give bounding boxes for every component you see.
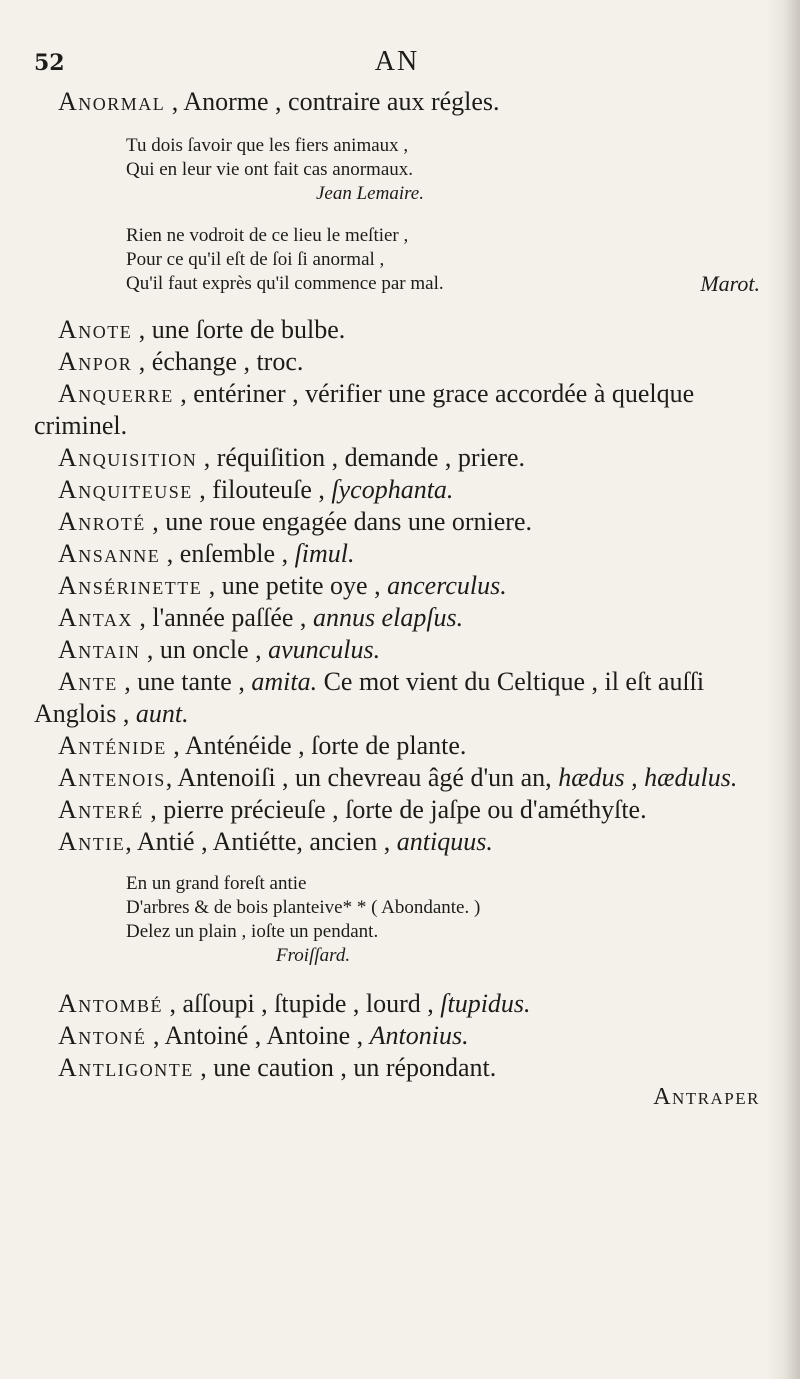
quotation-line: Delez un plain , ioſte un pendant. <box>126 921 379 942</box>
running-head: AN <box>374 46 420 77</box>
entry-headword: Antligonte <box>58 1053 194 1082</box>
entry-headword: Ante <box>58 667 118 696</box>
entry-latin-gloss: ancerculus. <box>387 571 507 600</box>
entry-headword: Antombé <box>58 989 163 1018</box>
entry-headword: Antoné <box>58 1021 147 1050</box>
entry-definition: , filouteuſe , <box>192 475 332 504</box>
entry-headword: Anroté <box>58 507 146 536</box>
quotation-line: En un grand foreſt antie <box>126 873 307 894</box>
entry-latin-gloss: hædus , hædulus. <box>558 763 738 792</box>
dictionary-entry <box>34 730 760 762</box>
entry-definition: , entériner , vérifier une grace accordée à quelque criminel. <box>34 379 695 440</box>
quotation <box>126 872 760 968</box>
entry-english-gloss: aunt. <box>135 699 189 728</box>
quotation-line: Qui en leur vie ont fait cas anormaux. <box>126 159 414 180</box>
entry-latin-gloss: Antonius. <box>369 1021 469 1050</box>
dictionary-entry <box>34 474 760 506</box>
dictionary-entry <box>34 538 760 570</box>
dictionary-entry <box>34 666 760 730</box>
entry-headword: Antax <box>58 603 133 632</box>
dictionary-entry <box>34 826 760 858</box>
quotation-attribution: Jean Lemaire. <box>316 183 424 204</box>
catchword: Antraper <box>653 1084 760 1110</box>
entry-definition: , enſemble , <box>160 539 295 568</box>
page-number: 52 <box>34 50 65 76</box>
quotation <box>126 224 760 296</box>
entry-definition: , réquiſition , demande , priere. <box>197 443 526 472</box>
dictionary-entry <box>34 794 760 826</box>
quotation-attribution: Froiſſard. <box>276 945 351 966</box>
entry-definition: , l'année paſſée , <box>132 603 313 632</box>
entry-definition: , aſſoupi , ſtupide , lourd , <box>162 989 441 1018</box>
entry-definition: , une petite oye , <box>202 571 388 600</box>
entry-headword: Antain <box>58 635 141 664</box>
dictionary-entry <box>34 1020 760 1052</box>
entry-headword: Anote <box>58 315 133 344</box>
entry-headword: Anquerre <box>58 379 174 408</box>
dictionary-entry <box>34 634 760 666</box>
dictionary-entry <box>34 314 760 346</box>
dictionary-entry <box>34 506 760 538</box>
entry-latin-gloss: ſycophanta. <box>331 475 454 504</box>
quotation-line: Rien ne vodroit de ce lieu le meſtier , <box>126 225 409 246</box>
entry-definition: , Anorme , contraire aux régles. <box>165 87 500 116</box>
entry-list <box>34 314 760 858</box>
quotation <box>126 134 760 206</box>
entry-headword: Ansérinette <box>58 571 203 600</box>
entry-latin-gloss: avunculus. <box>268 635 381 664</box>
entry-definition: , une ſorte de bulbe. <box>132 315 346 344</box>
quotation-line: Pour ce qu'il eſt de ſoi ſi anormal , <box>126 249 385 270</box>
quotation-line: Tu dois ſavoir que les fiers animaux , <box>126 135 409 156</box>
entry-headword: Anténide <box>58 731 167 760</box>
dictionary-entry <box>34 346 760 378</box>
entry-definition: , une tante , <box>117 667 252 696</box>
quotation-attribution: Marot. <box>700 271 760 296</box>
entry-list <box>34 988 760 1084</box>
entry-note: Ce mot vient du Celtique , il eſt auſſi Anglois , <box>34 667 705 728</box>
dictionary-entry <box>34 86 760 118</box>
entry-definition: , un oncle , <box>140 635 269 664</box>
entry-headword: Anteré <box>58 795 144 824</box>
page-header <box>34 42 760 86</box>
entry-latin-gloss: amita. <box>251 667 318 696</box>
dictionary-entry <box>34 570 760 602</box>
entry-latin-gloss: annus elapſus. <box>312 603 464 632</box>
entry-definition: , échange , troc. <box>132 347 304 376</box>
dictionary-entry <box>34 442 760 474</box>
dictionary-entry <box>34 602 760 634</box>
entry-definition: , Antenoiſi , un chevreau âgé d'un an, <box>165 763 559 792</box>
entry-headword: Anormal <box>58 87 166 116</box>
entry-headword: Anpor <box>58 347 133 376</box>
entry-definition: , une caution , un répondant. <box>193 1053 497 1082</box>
entry-latin-gloss: ſtupidus. <box>440 989 531 1018</box>
entry-headword: Anquiteuse <box>58 475 193 504</box>
entry-headword: Ansanne <box>58 539 161 568</box>
entry-definition: , Antié , Antiétte, ancien , <box>125 827 397 856</box>
entry-definition: , une roue engagée dans une orniere. <box>145 507 532 536</box>
entry-headword: Antie <box>58 827 126 856</box>
entry-definition: , Anténéide , ſorte de plante. <box>166 731 467 760</box>
dictionary-entry <box>34 1052 760 1084</box>
entry-latin-gloss: ſimul. <box>294 539 355 568</box>
dictionary-entry <box>34 378 760 442</box>
entry-headword: Anquisition <box>58 443 198 472</box>
entry-latin-gloss: antiquus. <box>396 827 493 856</box>
entry-definition: , Antoiné , Antoine , <box>146 1021 370 1050</box>
dictionary-entry <box>34 988 760 1020</box>
entry-headword: Antenois <box>58 763 166 792</box>
quotation-line: Qu'il faut exprès qu'il commence par mal. <box>126 273 444 294</box>
dictionary-entry <box>34 762 760 794</box>
entry-definition: , pierre précieuſe , ſorte de jaſpe ou d'améthyſte. <box>143 795 647 824</box>
quotation-line: D'arbres & de bois planteive* * ( Abondante. ) <box>126 897 481 918</box>
